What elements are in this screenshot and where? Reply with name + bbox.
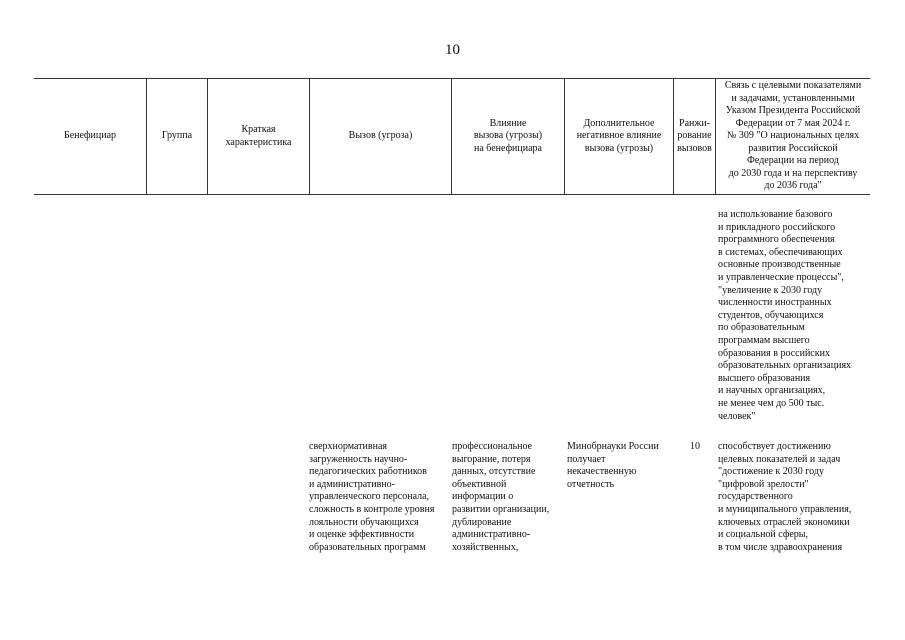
- goals-cell: способствует достижению целевых показателей и задач "достижение к 2030 году "цифровой зрелости" государственного и муниципального управления, ключевых отраслей экономики и социальной сферы, в том числе здравоохранения: [718, 441, 852, 553]
- header-impact: Влияние вызова (угрозы) на бенефициара: [473, 117, 543, 154]
- header-goals-link: Связь с целевыми показателями и задачами, установленными Указом Президента Российской Федерации от 7 мая 2024 г. № 309 "О национальных целях развития Российской Федерации на период до 2030 года и на перспективу до 2036 года": [724, 80, 862, 192]
- impact-cell: профессиональное выгорание, потеря данных, отсутствие объективной информации о развитии организации, дублирование административно- хозяйственных,: [452, 441, 550, 553]
- header-beneficiary: Бенефициар: [63, 130, 117, 142]
- ranking-cell: 10: [690, 441, 700, 452]
- additional-impact-cell: Минобрнауки России получает некачественную отчетность: [567, 441, 659, 490]
- header-short-characteristic: Краткая характеристика: [225, 124, 292, 148]
- goals-continuation-text: на использование базового и прикладного российского программного обеспечения в системах, обеспечивающих основные производственные и управленческие процессы", "увеличение к 2030 году численности иностранных студентов, обучающихся по образовательным программам высшего образования в российских образовательных организациях высшего образования и научных организациях, не менее чем до 500 тыс. человек": [718, 209, 852, 422]
- header-additional-impact: Дополнительное негативное влияние вызова (угрозы): [576, 117, 662, 154]
- header-challenge: Вызов (угроза): [348, 130, 413, 142]
- page-number: 10: [445, 42, 460, 58]
- challenge-cell: сверхнормативная загруженность научно- педагогических работников и административно- управленческого персонала, сложность в контроле уровня лояльности обучающихся и оценке эффективности образовательных программ: [309, 441, 435, 553]
- header-group: Группа: [161, 130, 193, 142]
- header-ranking: Ранжи- рование вызовов: [677, 117, 712, 154]
- table-header: [34, 78, 870, 195]
